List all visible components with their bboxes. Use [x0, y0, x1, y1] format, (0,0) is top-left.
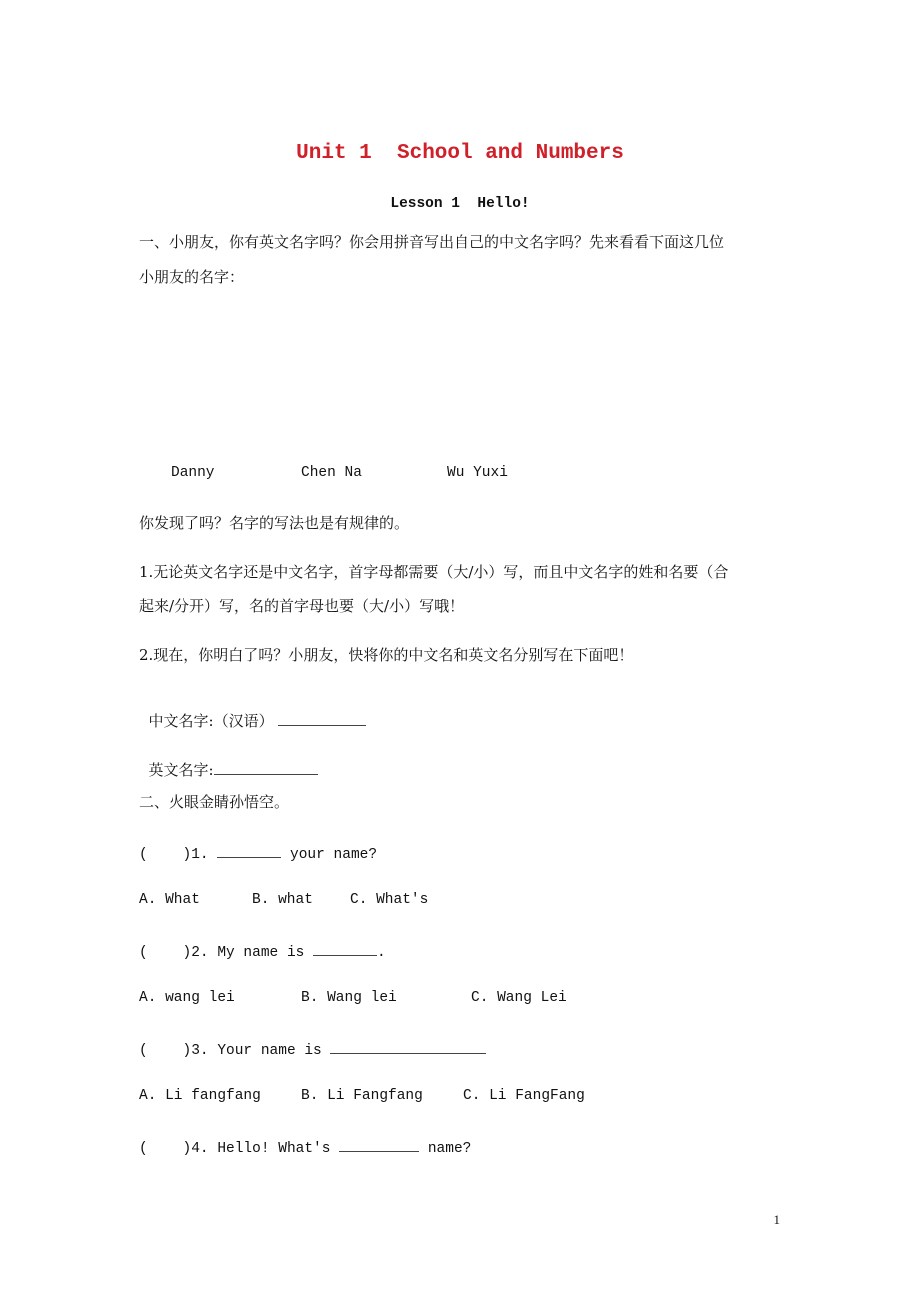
discover-text: 你发现了吗？名字的写法也是有规律的。 [139, 514, 410, 532]
rule1-line2: 起来/分开）写，名的首字母也要（大/小）写哦！ [139, 597, 465, 615]
question-2-option-b: B. Wang lei [301, 990, 397, 1006]
question-3-option-a: A. Li fangfang [139, 1088, 261, 1104]
question-3-blank[interactable] [330, 1039, 486, 1054]
question-1-option-a: A. What [139, 892, 200, 908]
rule2-text: 2.现在，你明白了吗？小朋友，快将你的中文名和英文名分别写在下面吧！ [139, 646, 634, 664]
section1-instruction-line1: 一、小朋友，你有英文名字吗？你会用拼音写出自己的中文名字吗？先来看看下面这几位 [139, 233, 725, 251]
question-1-option-c: C. What's [350, 892, 429, 908]
en-name-label: 英文名字: [148, 761, 214, 779]
question-2-option-a: A. wang lei [139, 990, 235, 1006]
lesson-title: Lesson 1 Hello! [390, 196, 530, 212]
unit-title: Unit 1 School and Numbers [296, 142, 624, 165]
section1-instruction-line2: 小朋友的名字： [139, 268, 245, 286]
question-1-option-b: B. what [252, 892, 313, 908]
question-1-blank[interactable] [217, 843, 281, 858]
cn-name-label: 中文名字:（汉语） [148, 712, 274, 730]
question-1: ( )1. your name? [139, 843, 377, 863]
cn-name-blank[interactable] [278, 711, 366, 726]
name-example-wu-yuxi: Wu Yuxi [447, 465, 508, 481]
name-example-danny: Danny [171, 465, 215, 481]
question-4-blank[interactable] [339, 1137, 419, 1152]
question-2: ( )2. My name is . [139, 941, 386, 961]
question-3: ( )3. Your name is [139, 1039, 486, 1059]
en-name-row [139, 741, 318, 780]
en-name-blank[interactable] [214, 760, 318, 775]
cn-name-row [139, 692, 366, 731]
section2-heading: 二、火眼金睛孙悟空。 [139, 793, 290, 811]
question-2-blank[interactable] [313, 941, 377, 956]
question-3-option-b: B. Li Fangfang [301, 1088, 423, 1104]
page-number: 1 [773, 1212, 780, 1227]
rule1-line1: 1.无论英文名字还是中文名字，首字母都需要（大/小）写，而且中文名字的姓和名要（合 [139, 563, 729, 581]
question-3-option-c: C. Li FangFang [463, 1088, 585, 1104]
name-example-chen-na: Chen Na [301, 465, 362, 481]
question-2-option-c: C. Wang Lei [471, 990, 567, 1006]
question-4: ( )4. Hello! What's name? [139, 1137, 471, 1157]
